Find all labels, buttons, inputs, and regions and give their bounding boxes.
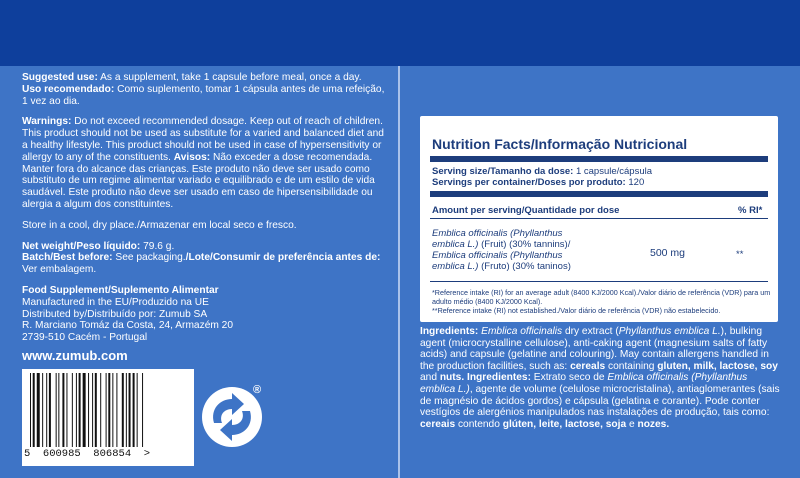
barcode-bar xyxy=(58,373,59,447)
ingredient-line: emblica L.) xyxy=(432,239,479,250)
batch-text: See packaging. xyxy=(112,252,186,264)
suggested-use xyxy=(22,72,390,84)
allergen: cereais xyxy=(420,418,456,430)
serving-size-value: 1 capsule/cápsula xyxy=(573,166,653,177)
barcode-bar xyxy=(112,373,113,447)
avisos-text: Não exceder a dose recomendada. Manter fora do alcance das crianças. Este produto não deve ser usado como substituto de um regime alimentar variado e equilibrado e de um estilo de vida saudável. Este produto não deve ser usado em caso de hipersensibilidade ou alergia a algum dos constituintes. xyxy=(22,151,375,210)
food-supplement-label: Food Supplement/Suplemento Alimentar xyxy=(22,284,219,296)
servings-per-container xyxy=(432,177,652,188)
barcode-bars xyxy=(28,373,188,447)
barcode-bar xyxy=(46,373,47,447)
lote-label: /Lote/Consumir de preferência antes de: xyxy=(185,252,381,264)
barcode-bar xyxy=(126,373,127,447)
uso-recomendado xyxy=(22,84,390,108)
barcode-bar xyxy=(83,373,86,447)
barcode-bar xyxy=(88,373,89,447)
left-column xyxy=(22,72,390,371)
ingredient-line: Emblica officinalis (Phyllanthus xyxy=(432,250,563,261)
suggested-use-text: As a supplement, take 1 capsule before meal, once a day. xyxy=(97,72,362,83)
reference-notes xyxy=(432,288,772,315)
batch-label: Batch/Best before: xyxy=(22,252,113,264)
serving-size-label: Serving size/Tamanho da dose: xyxy=(432,166,574,177)
serving-size xyxy=(432,166,652,177)
nutrition-facts-panel xyxy=(420,116,778,322)
ingredients-text xyxy=(420,326,782,430)
ing-part: e xyxy=(626,418,638,430)
amount-header: Amount per serving/Quantidade por dose xyxy=(432,205,620,216)
thick-rule xyxy=(430,191,768,197)
ing-part: Emblica officinalis xyxy=(478,326,563,337)
warnings-text: Do not exceed recommended dosage. Keep out of reach of children. This product should not be used as substitute for a varied and balanced diet and a healthy lifestyle. This product should not be used in case of hypersensitivity or allergy to any of the constituents. xyxy=(22,116,384,163)
net-weight-label: Net weight/Peso líquido: xyxy=(22,240,141,252)
servings-label: Servings per container/Doses por produto: xyxy=(432,177,626,188)
barcode-bar xyxy=(30,373,31,447)
address-line2: 2739-510 Cacém - Portugal xyxy=(22,332,148,344)
thick-rule xyxy=(430,156,768,162)
top-band xyxy=(0,0,800,66)
barcode-bar xyxy=(137,373,138,447)
allergen: nozes. xyxy=(637,418,670,430)
serving-info xyxy=(432,166,652,188)
note-ri-not-established: **Reference intake (RI) not established./Valor diário de referência (VDR) não estabelecido. xyxy=(432,306,721,315)
ingredient-line: (Fruit) (30% tannins)/ xyxy=(478,239,571,250)
allergen: gluten, milk, lactose, soy xyxy=(657,360,778,372)
ing-part: and xyxy=(420,372,440,384)
barcode-bar xyxy=(108,373,110,447)
ingredient-name xyxy=(432,228,632,272)
allergen: glúten, leite, lactose, soja xyxy=(502,418,627,430)
thin-rule xyxy=(430,218,768,219)
ingredient-amount: 500 mg xyxy=(650,247,686,259)
ing-part: Emblica officinalis (Phyllanthus emblica L.) xyxy=(420,372,748,395)
ing-part: contendo xyxy=(455,418,503,430)
note-ri: *Reference intake (RI) for an average adult (8400 KJ/2000 Kcal)./Valor diário de referência (VDR) para um adulto médio (8400 KJ/2000 Kcal). xyxy=(432,288,771,306)
barcode-bar xyxy=(95,373,97,447)
avisos-label: Avisos: xyxy=(173,151,211,163)
barcode xyxy=(22,369,194,466)
uso-text: Como suplemento, tomar 1 cápsula antes de uma refeição, 1 vez ao dia. xyxy=(22,83,385,107)
ing-part: Phyllanthus emblica L. xyxy=(618,326,721,337)
distributed: Distributed by/Distribuído por: Zumub SA xyxy=(22,308,208,320)
barcode-bar xyxy=(100,373,101,447)
address-line1: R. Marciano Tomáz da Costa, 24, Armazém 20 xyxy=(22,320,234,332)
ing-part: Extrato seco de xyxy=(530,372,608,384)
allergen: cereals xyxy=(570,360,606,372)
website: www.zumub.com xyxy=(22,347,128,363)
ingredient-line: Emblica officinalis (Phyllanthus xyxy=(432,228,563,239)
allergen: nuts. Ingredientes: xyxy=(439,372,531,384)
lote-text: Ver embalagem. xyxy=(22,264,97,276)
net-weight xyxy=(22,241,390,253)
panel-divider xyxy=(398,66,400,478)
ing-part: , agente de volume (celulose microcristalina), antiaglomerantes (sais de magnésio de ácidos gordos) e cápsula (gelatina e corante). Pode conter vestígios de alergénios manipulados nas instalações de produção, tais como: xyxy=(420,383,780,419)
barcode-bar xyxy=(133,373,135,447)
ingredient-line: (Fruto) (30% taninos) xyxy=(478,261,571,272)
barcode-bar xyxy=(92,373,93,447)
ing-part: ), bulking agent (microcrystalline cellulose), anti-caking agent (magnesium salts of fatty acids) and capsule (gelatine and colouring). May contain allergens handled in the production facilities, such as: xyxy=(420,326,769,372)
barcode-bar xyxy=(79,373,81,447)
barcode-bar xyxy=(76,373,77,447)
uso-label: Uso recomendado: xyxy=(22,83,115,95)
warnings-label: Warnings: xyxy=(22,116,72,128)
ingredient-ri: ** xyxy=(736,249,744,260)
servings-value: 120 xyxy=(625,177,645,188)
warnings xyxy=(22,116,390,210)
barcode-digits: 5 600985 806854 > xyxy=(24,448,151,460)
barcode-bar xyxy=(142,373,143,447)
storage: Store in a cool, dry place./Armazenar em local seco e fresco. xyxy=(22,219,297,231)
ing-part: dry extract ( xyxy=(562,326,619,337)
ingredients-label: Ingredients: xyxy=(420,326,479,337)
food-supplement xyxy=(22,285,390,297)
barcode-bar xyxy=(37,373,40,447)
ing-part: containing xyxy=(605,360,658,372)
barcode-bar xyxy=(116,373,117,447)
batch xyxy=(22,252,390,276)
suggested-use-label: Suggested use: xyxy=(22,72,98,83)
barcode-bar xyxy=(56,373,57,447)
barcode-bar xyxy=(122,373,124,447)
ri-header: % RI* xyxy=(738,205,763,216)
thin-rule xyxy=(430,281,768,282)
barcode-bar xyxy=(33,373,35,447)
barcode-bar xyxy=(66,373,67,447)
registered-mark: ® xyxy=(253,384,262,396)
barcode-bar xyxy=(42,373,43,447)
manufactured: Manufactured in the EU/Produzido na UE xyxy=(22,296,209,308)
barcode-bar xyxy=(106,373,107,447)
ingredient-line: emblica L.) xyxy=(432,261,479,272)
barcode-bar xyxy=(62,373,64,447)
barcode-bar xyxy=(72,373,73,447)
net-weight-value: 79.6 g. xyxy=(140,240,175,252)
barcode-bar xyxy=(49,373,51,447)
nutrition-title: Nutrition Facts/Informação Nutricional xyxy=(432,136,688,152)
barcode-bar xyxy=(129,373,131,447)
